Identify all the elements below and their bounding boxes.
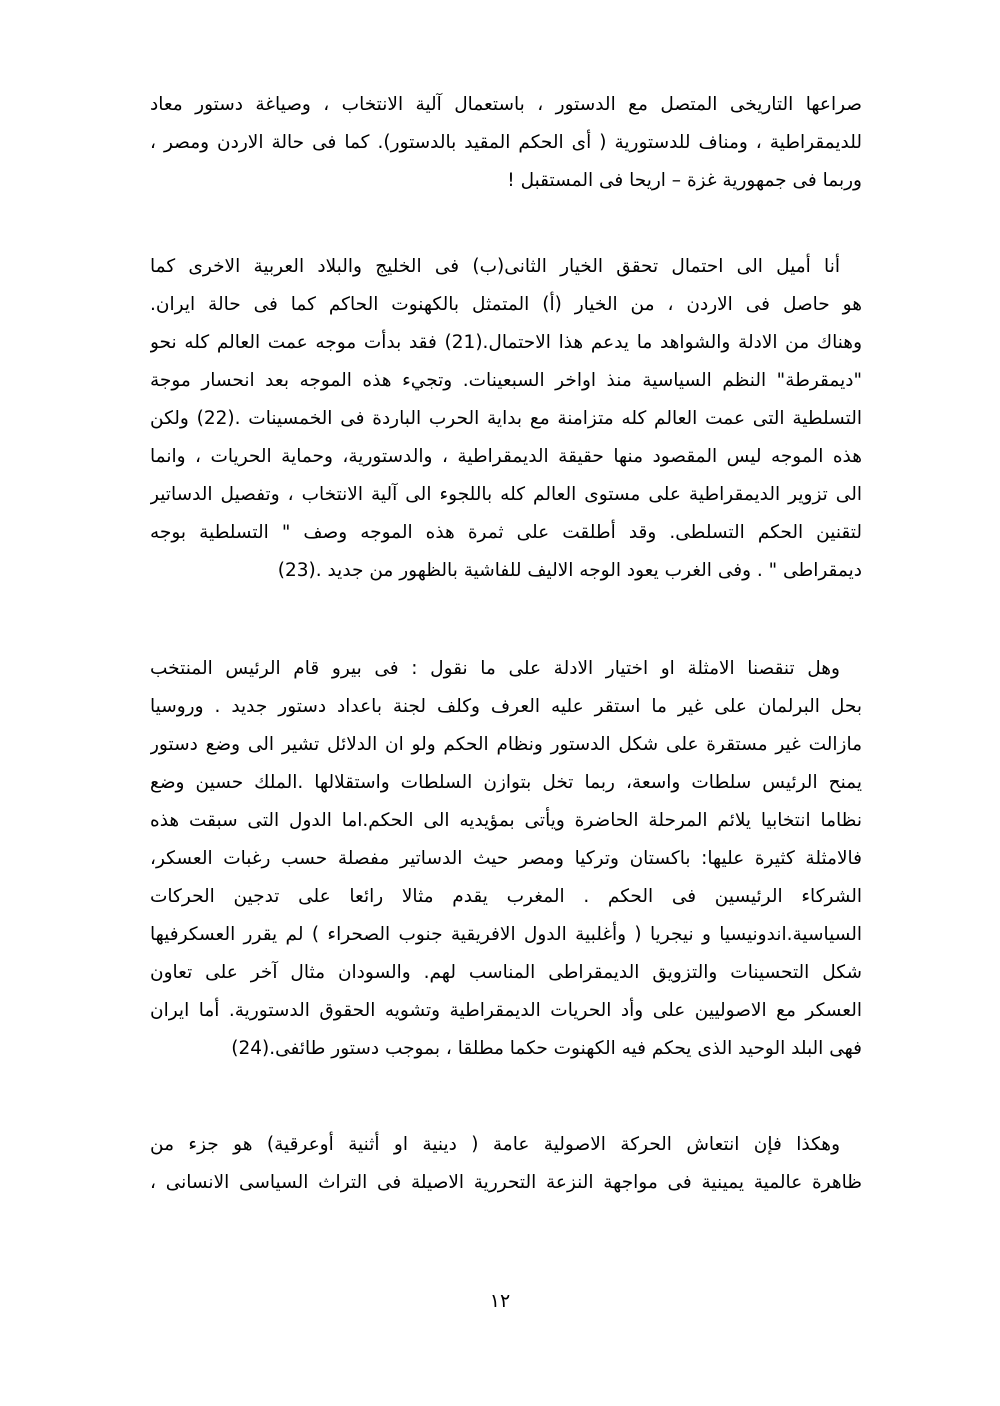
text-line: الى تزوير الديمقراطية على مستوى العالم كله باللجوء الى آلية الانتخاب ، وتفصيل الدساتير [150, 484, 862, 505]
text-line: السياسية.اندونيسيا و نيجريا ( وأغلبية الدول الافريقية جنوب الصحراء ) لم يقرر العسكرفيها [150, 924, 862, 945]
page-number: ١٢ [489, 1290, 511, 1312]
text-line: يمنح الرئيس سلطات واسعة، ربما تخل بتوازن السلطات واستقلالها .الملك حسين وضع [150, 772, 862, 793]
text-line: هو حاصل فى الاردن ، من الخيار (أ) المتمثل بالكهنوت الحاكم كما فى حالة ايران. [150, 294, 862, 315]
text-line: أنا أميل الى احتمال تحقق الخيار الثانى(ب) فى الخليج والبلاد العربية الاخرى كما [150, 256, 840, 277]
text-line: مازالت غير مستقرة على شكل الدستور ونظام الحكم ولو ان الدلائل تشير الى وضع دستور [150, 734, 862, 755]
paragraph-2 [150, 248, 862, 590]
text-line: الشركاء الرئيسين فى الحكم . المغرب يقدم مثالا رائعا على تدجين الحركات [150, 886, 862, 907]
text-line: هذه الموجه ليس المقصود منها حقيقة الديمقراطية ، والدستورية، وحماية الحريات ، وانما [150, 446, 862, 467]
text-line: صراعها التاريخى المتصل مع الدستور ، باستعمال آلية الانتخاب ، وصياغة دستور معاد [150, 94, 862, 115]
text-line: وربما فى جمهورية غزة – اريحا فى المستقبل ! [507, 170, 862, 191]
text-line: نظاما انتخابيا يلائم المرحلة الحاضرة ويأتى بمؤيديه الى الحكم.اما الدول التى سبقت هذه [150, 810, 862, 831]
text-line: وهكذا فإن انتعاش الحركة الاصولية عامة ( دينية او أثنية أوعرقية) هو جزء من [150, 1134, 840, 1155]
text-line: "ديمقرطة" النظم السياسية منذ اواخر السبعينات. وتجيء هذه الموجه بعد انحسار موجة [150, 370, 862, 391]
text-line: وهل تنقصنا الامثلة او اختيار الادلة على ما نقول : فى بيرو قام الرئيس المنتخب [150, 658, 840, 679]
paragraph-1 [150, 86, 862, 200]
paragraph-3 [150, 650, 862, 1068]
text-line: شكل التحسينات والتزويق الديمقراطى المناسب لهم. والسودان مثال آخر على تعاون [150, 962, 862, 983]
paragraph-4 [150, 1126, 862, 1202]
text-line: فهى البلد الوحيد الذى يحكم فيه الكهنوت حكما مطلقا ، بموجب دستور طائفى.(24) [231, 1038, 862, 1059]
text-line: فالامثلة كثيرة عليها: باكستان وتركيا ومصر حيث الدساتير مفصلة حسب رغبات العسكر، [150, 848, 862, 869]
text-line: وهناك من الادلة والشواهد ما يدعم هذا الاحتمال.(21) فقد بدأت موجه عمت العالم كله نحو [150, 332, 862, 353]
text-line: لتقنين الحكم التسلطى. وقد أطلقت على ثمرة هذه الموجه وصف " التسلطية بوجه [150, 522, 862, 543]
text-line: التسلطية التى عمت العالم كله متزامنة مع بداية الحرب الباردة فى الخمسينات .(22) ولكن [150, 408, 862, 429]
text-line: العسكر مع الاصوليين على وأد الحريات الديمقراطية وتشويه الحقوق الدستورية. أما ايران [150, 1000, 862, 1021]
text-line: للديمقراطية ، ومناف للدستورية ( أى الحكم المقيد بالدستور). كما فى حالة الاردن ومصر ، [150, 132, 862, 153]
text-line: بحل البرلمان على غير ما استقر عليه العرف وكلف لجنة باعداد دستور جديد . وروسيا [150, 696, 862, 717]
text-line: ديمقراطى " . وفى الغرب يعود الوجه الاليف للفاشية بالظهور من جديد .(23) [277, 560, 862, 581]
text-line: ظاهرة عالمية يمينية فى مواجهة النزعة التحررية الاصيلة فى التراث السياسى الانسانى ، [150, 1172, 862, 1193]
